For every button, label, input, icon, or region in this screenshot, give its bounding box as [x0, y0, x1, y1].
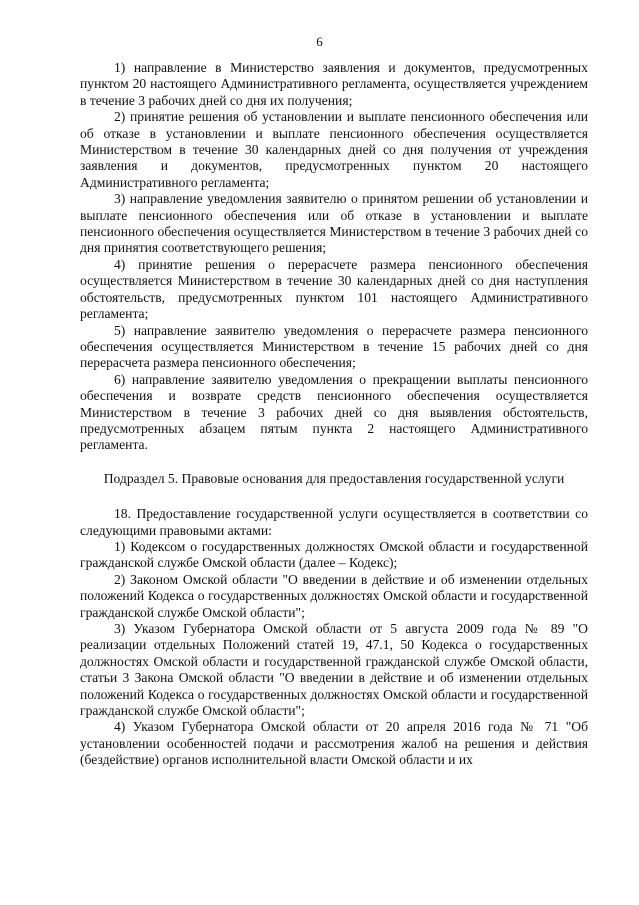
paragraph-legal-basis-intro: 18. Предоставление государственной услуги осуществляется в соответствии со следующими правовыми актами:	[80, 506, 588, 538]
paragraph-deadline-2: 2) принятие решения об установлении и выплате пенсионного обеспечения или об отказе в установлении и выплате пенсионного обеспечения осуществляется Министерством в течение 30 календарных дней со дня получения от учреждения заявления и документов, предусмотренных пунктом 20 настоящего Административного регламента;	[80, 109, 588, 190]
paragraph-deadline-6: 6) направление заявителю уведомления о прекращении выплаты пенсионного обеспечения и возврате средств пенсионного обеспечения осуществляется Министерством в течение 3 рабочих дней со дня выявления обстоятельств, предусмотренных абзацем пятым пункта 2 настоящего Административного регламента.	[80, 371, 588, 453]
paragraph-legal-act-1: 1) Кодексом о государственных должностях Омской области и государственной гражданской службе Омской области (далее – Кодекс);	[80, 538, 588, 571]
document-body	[80, 60, 588, 769]
section-subheading: Подраздел 5. Правовые основания для предоставления государственной услуги	[103, 470, 565, 486]
paragraph-deadline-5: 5) направление заявителю уведомления о перерасчете размера пенсионного обеспечения осуществляется Министерством в течение 15 рабочих дней со дня перерасчета размера пенсионного обеспечения;	[80, 322, 588, 371]
paragraph-deadline-4: 4) принятие решения о перерасчете размера пенсионного обеспечения осуществляется Министерством в течение 30 календарных дней со дня наступления обстоятельств, предусмотренных пунктом 101 настоящего Административного регламента;	[80, 256, 588, 322]
paragraph-legal-act-2: 2) Законом Омской области "О введении в действие и об изменении отдельных положений Кодекса о государственных должностях Омской области и государственной гражданской службе Омской области";	[80, 571, 588, 620]
paragraph-legal-act-3: 3) Указом Губернатора Омской области от 5 августа 2009 года № 89 "О реализации отдельных Положений статей 19, 47.1, 50 Кодекса о государственных должностях Омской области и государственной гражданской службе Омской области, статьи 3 Закона Омской области "О введении в действие и об изменении отдельных положений Кодекса о государственных должностях Омской области и государственной гражданской службе Омской области";	[80, 621, 588, 719]
paragraph-legal-act-4: 4) Указом Губернатора Омской области от 20 апреля 2016 года № 71 "Об установлении особенностей подачи и рассмотрения жалоб на решения и действия (бездействие) органов исполнительной власти Омской области и их	[80, 719, 588, 768]
page-number: 6	[316, 34, 323, 49]
paragraph-deadline-1: 1) направление в Министерство заявления и документов, предусмотренных пунктом 20 настоящего Административного регламента, осуществляется учреждением в течение 3 рабочих дней со дня их получения;	[80, 60, 588, 108]
paragraph-deadline-3: 3) направление уведомления заявителю о принятом решении об установлении и выплате пенсионного обеспечения или об отказе в установлении и выплате пенсионного обеспечения осуществляется Министерством в течение 3 рабочих дней со дня принятия соответствующего решения;	[80, 191, 588, 256]
